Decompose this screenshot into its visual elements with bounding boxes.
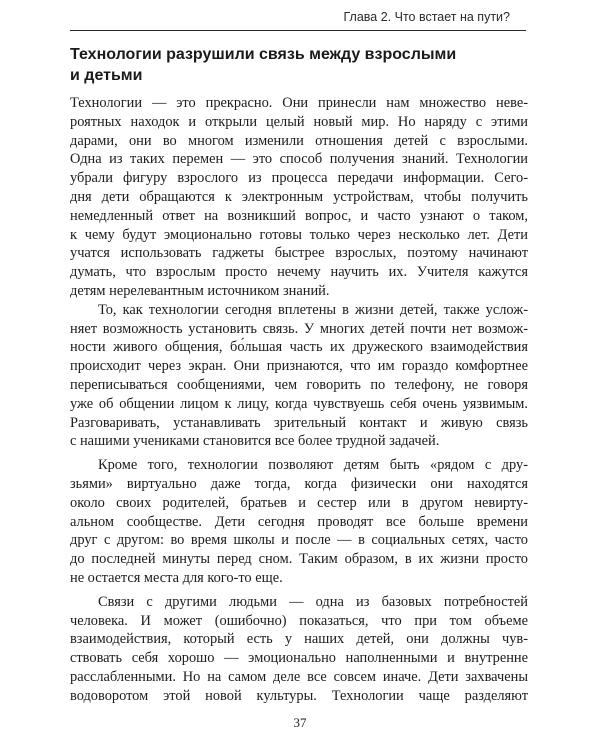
- text-line: альном сообществе. Дети сегодня проводят все больше времени: [70, 513, 528, 530]
- text-line: дня дети обращаются к электронным устройствам, чтобы получить: [70, 188, 528, 205]
- text-line: зьями» виртуально даже тогда, когда физически они находятся: [70, 475, 528, 492]
- text-line: детям нерелевантным источником знаний.: [70, 282, 330, 299]
- section-title-line: и детьми: [70, 67, 143, 84]
- text-line: учатся использовать гаджеты быстрее взрослых, поэтому начинают: [70, 245, 528, 262]
- text-line: думать, что взрослым просто нечему научить их. Учителя кажутся: [70, 264, 528, 281]
- text-line: ности живого общения, бо́льшая часть их дружеского взаимодействия: [70, 339, 528, 356]
- paragraph-3: [70, 456, 528, 588]
- text-line: няет возможность установить связь. У многих детей почти нет возмож-: [70, 320, 528, 337]
- text-line: То, как технологии сегодня вплетены в жизни детей, также услож-: [98, 301, 528, 318]
- body-text: [70, 94, 528, 706]
- text-line: переписываться сообщениями, чем говорить по телефону, не говоря: [70, 376, 528, 393]
- text-line: Кроме того, технологии позволяют детям быть «рядом с дру-: [98, 457, 528, 474]
- text-line: к чему будут эмоционально готовы только через несколько лет. Дети: [70, 226, 528, 243]
- text-line: человека. И может (ошибочно) показаться, что при том объеме: [70, 612, 528, 629]
- text-line: дарами, они во многом изменили отношения детей с взрослыми.: [70, 132, 528, 149]
- running-header: Глава 2. Что встает на пути?: [343, 10, 510, 24]
- paragraph-1: [70, 94, 528, 301]
- text-line: расслабленными. Но на самом деле все совсем иначе. Дети захвачены: [70, 668, 528, 685]
- text-line: Технологии — это прекрасно. Они принесли нам множество неве-: [70, 95, 528, 111]
- text-line: уже об общении лицом к лицу, когда чувствуешь себя очень уязвимым.: [70, 395, 528, 412]
- text-line: роятных находок и открыли целый новый мир. Но наряду с этими: [70, 113, 528, 130]
- text-line: Разговаривать, устанавливать зрительный контакт и живую связь: [70, 414, 528, 431]
- text-line: водоворотом этой новой культуры. Технологии чаще разделяют: [70, 687, 528, 704]
- text-line: убрали фигуру взрослого из процесса передачи информации. Сего-: [70, 170, 528, 187]
- text-line: друг с другом: во время школы и после — в социальных сетях, часто: [70, 532, 528, 549]
- section-title-line: Технологии разрушили связь между взрослыми: [70, 46, 457, 63]
- text-line: с нашими учениками становится все более трудной задачей.: [70, 433, 440, 450]
- text-line: до последней минуты перед сном. Таким образом, в их жизни просто: [70, 551, 528, 568]
- paragraph-4: [70, 593, 528, 706]
- section-title: [70, 44, 510, 86]
- text-line: немедленный ответ на возникший вопрос, и часто узнают о таком,: [70, 207, 528, 224]
- page-number: 37: [293, 715, 307, 730]
- header-rule: [70, 30, 526, 31]
- text-line: около своих родителей, братьев и сестер или в другом невирту-: [70, 494, 528, 511]
- text-line: Связи с другими людьми — одна из базовых потребностей: [98, 593, 528, 610]
- text-line: ствовать себя хорошо — эмоционально наполненными и внутренне: [70, 650, 528, 667]
- text-line: не остается места для кого-то еще.: [70, 569, 283, 586]
- text-line: взаимодействия, который есть у наших детей, они должны чув-: [70, 631, 528, 648]
- text-line: Одна из таких перемен — это способ получения знаний. Технологии: [70, 151, 528, 168]
- text-line: происходит через экран. Они признаются, что им гораздо комфортнее: [70, 358, 528, 375]
- paragraph-2: [70, 301, 528, 451]
